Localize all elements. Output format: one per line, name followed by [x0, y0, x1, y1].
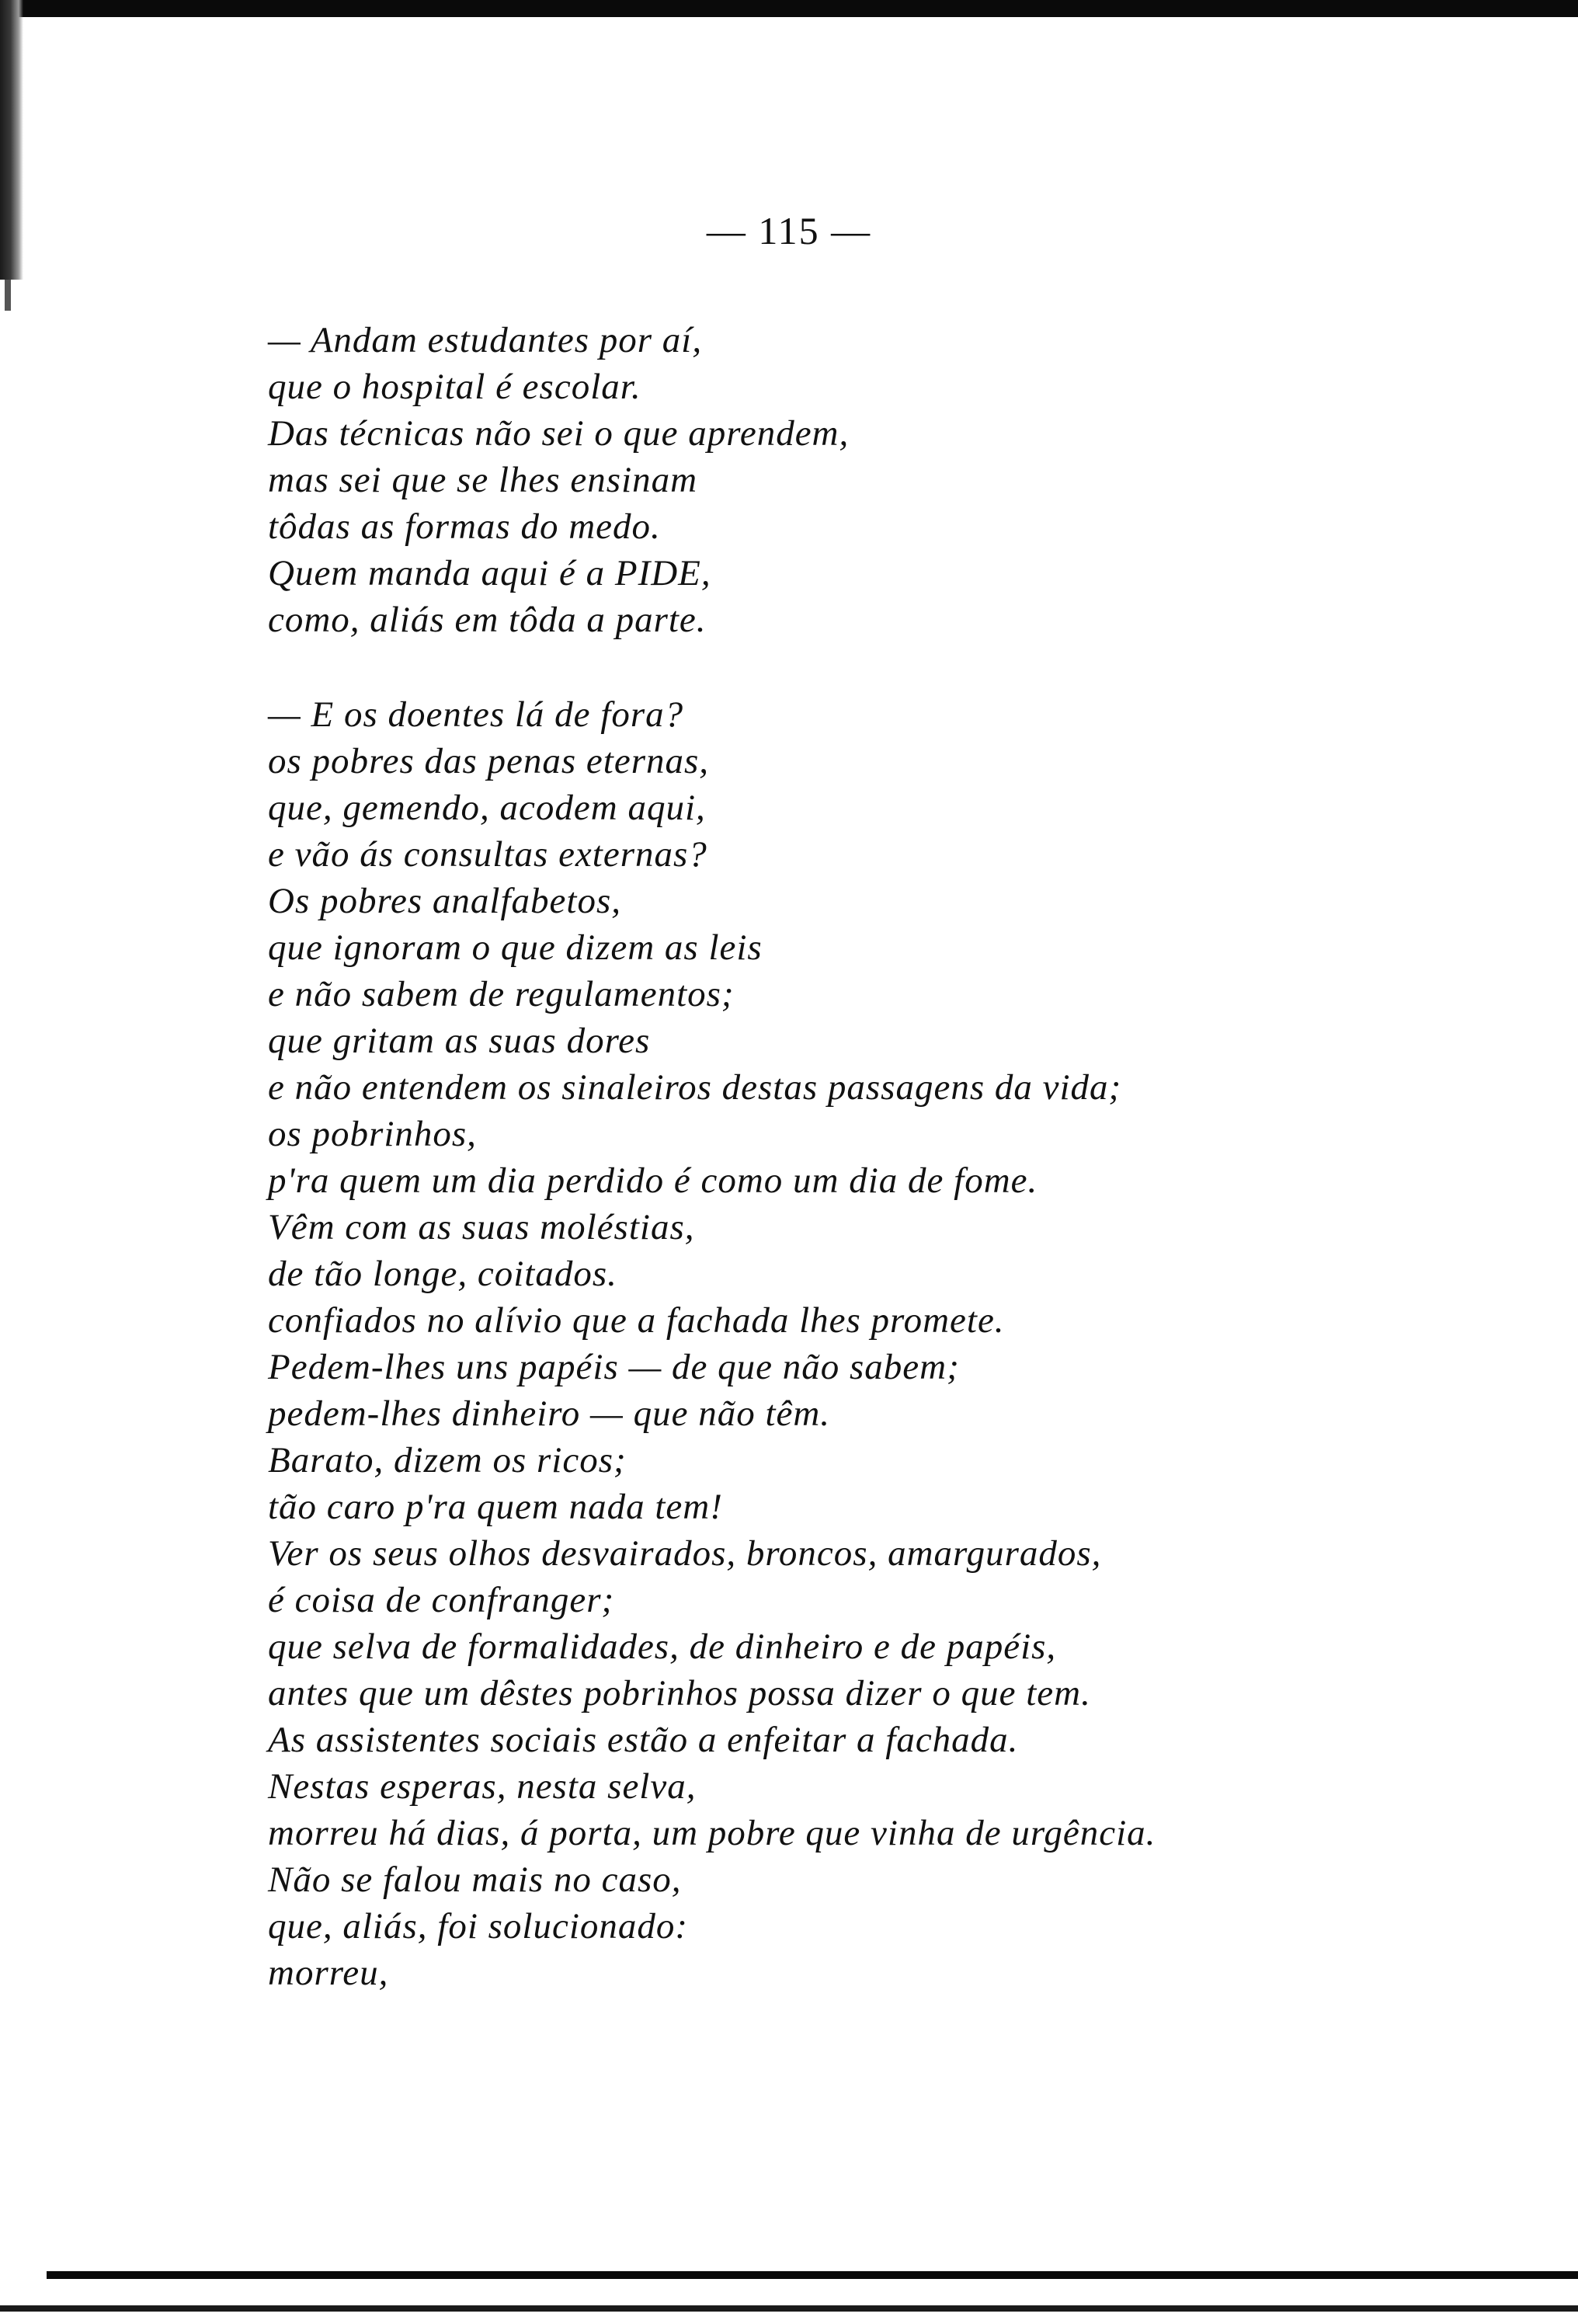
poem-line: e vão ás consultas externas?: [268, 834, 707, 875]
poem-line: que o hospital é escolar.: [268, 367, 641, 407]
poem-line: morreu,: [268, 1953, 389, 1993]
poem-line: que, aliás, foi solucionado:: [268, 1906, 689, 1947]
poem-line: pedem-lhes dinheiro — que não têm.: [268, 1393, 831, 1434]
poem-line: Nestas esperas, nesta selva,: [268, 1766, 697, 1807]
page-number: — 115 —: [706, 209, 872, 252]
poem-line: Quem manda aqui é a PIDE,: [268, 553, 711, 593]
poem-line: que, gemendo, acodem aqui,: [268, 788, 706, 828]
poem-line: que selva de formalidades, de dinheiro e de papéis,: [268, 1626, 1057, 1667]
poem-line: Ver os seus olhos desvairados, broncos, amargurados,: [268, 1533, 1102, 1574]
poem-line: mas sei que se lhes ensinam: [268, 460, 698, 500]
left-binding-edge-mark: [5, 280, 11, 311]
poem-line: Das técnicas não sei o que aprendem,: [268, 413, 850, 454]
poem-line: tão caro p'ra quem nada tem!: [268, 1487, 723, 1527]
poem-line: Pedem-lhes uns papéis — de que não sabem;: [268, 1347, 960, 1387]
top-border-rule: [0, 0, 1578, 17]
poem-line: os pobres das penas eternas,: [268, 741, 710, 781]
poem-line: como, aliás em tôda a parte.: [268, 600, 707, 640]
poem-line: antes que um dêstes pobrinhos possa dizer o que tem.: [268, 1673, 1091, 1713]
poem-line: Barato, dizem os ricos;: [268, 1440, 627, 1480]
poem-line: que ignoram o que dizem as leis: [268, 927, 763, 968]
bottom-edge-shadow: [0, 2293, 1578, 2324]
poem-body: [268, 317, 1433, 1996]
poem-line: — Andam estudantes por aí,: [268, 320, 703, 360]
poem-line: os pobrinhos,: [268, 1114, 477, 1154]
poem-line: que gritam as suas dores: [268, 1021, 651, 1061]
poem-line: tôdas as formas do medo.: [268, 506, 661, 547]
bottom-border-rule: [47, 2271, 1578, 2279]
poem-line: e não entendem os sinaleiros destas passagens da vida;: [268, 1067, 1122, 1108]
poem-line: Vêm com as suas moléstias,: [268, 1207, 695, 1247]
poem-line: morreu há dias, á porta, um pobre que vinha de urgência.: [268, 1813, 1156, 1853]
poem-line: As assistentes sociais estão a enfeitar a fachada.: [268, 1720, 1019, 1760]
poem-line: Não se falou mais no caso,: [268, 1860, 682, 1900]
poem-line: e não sabem de regulamentos;: [268, 974, 735, 1014]
poem-line: de tão longe, coitados.: [268, 1254, 617, 1294]
poem-line: — E os doentes lá de fora?: [268, 694, 684, 735]
poem-line: p'ra quem um dia perdido é como um dia de fome.: [268, 1160, 1038, 1201]
stanza-1: [268, 317, 1433, 643]
stanza-2: [268, 691, 1433, 1996]
poem-line: é coisa de confranger;: [268, 1580, 615, 1620]
poem-line: confiados no alívio que a fachada lhes promete.: [268, 1300, 1005, 1341]
poem-line: Os pobres analfabetos,: [268, 881, 622, 921]
